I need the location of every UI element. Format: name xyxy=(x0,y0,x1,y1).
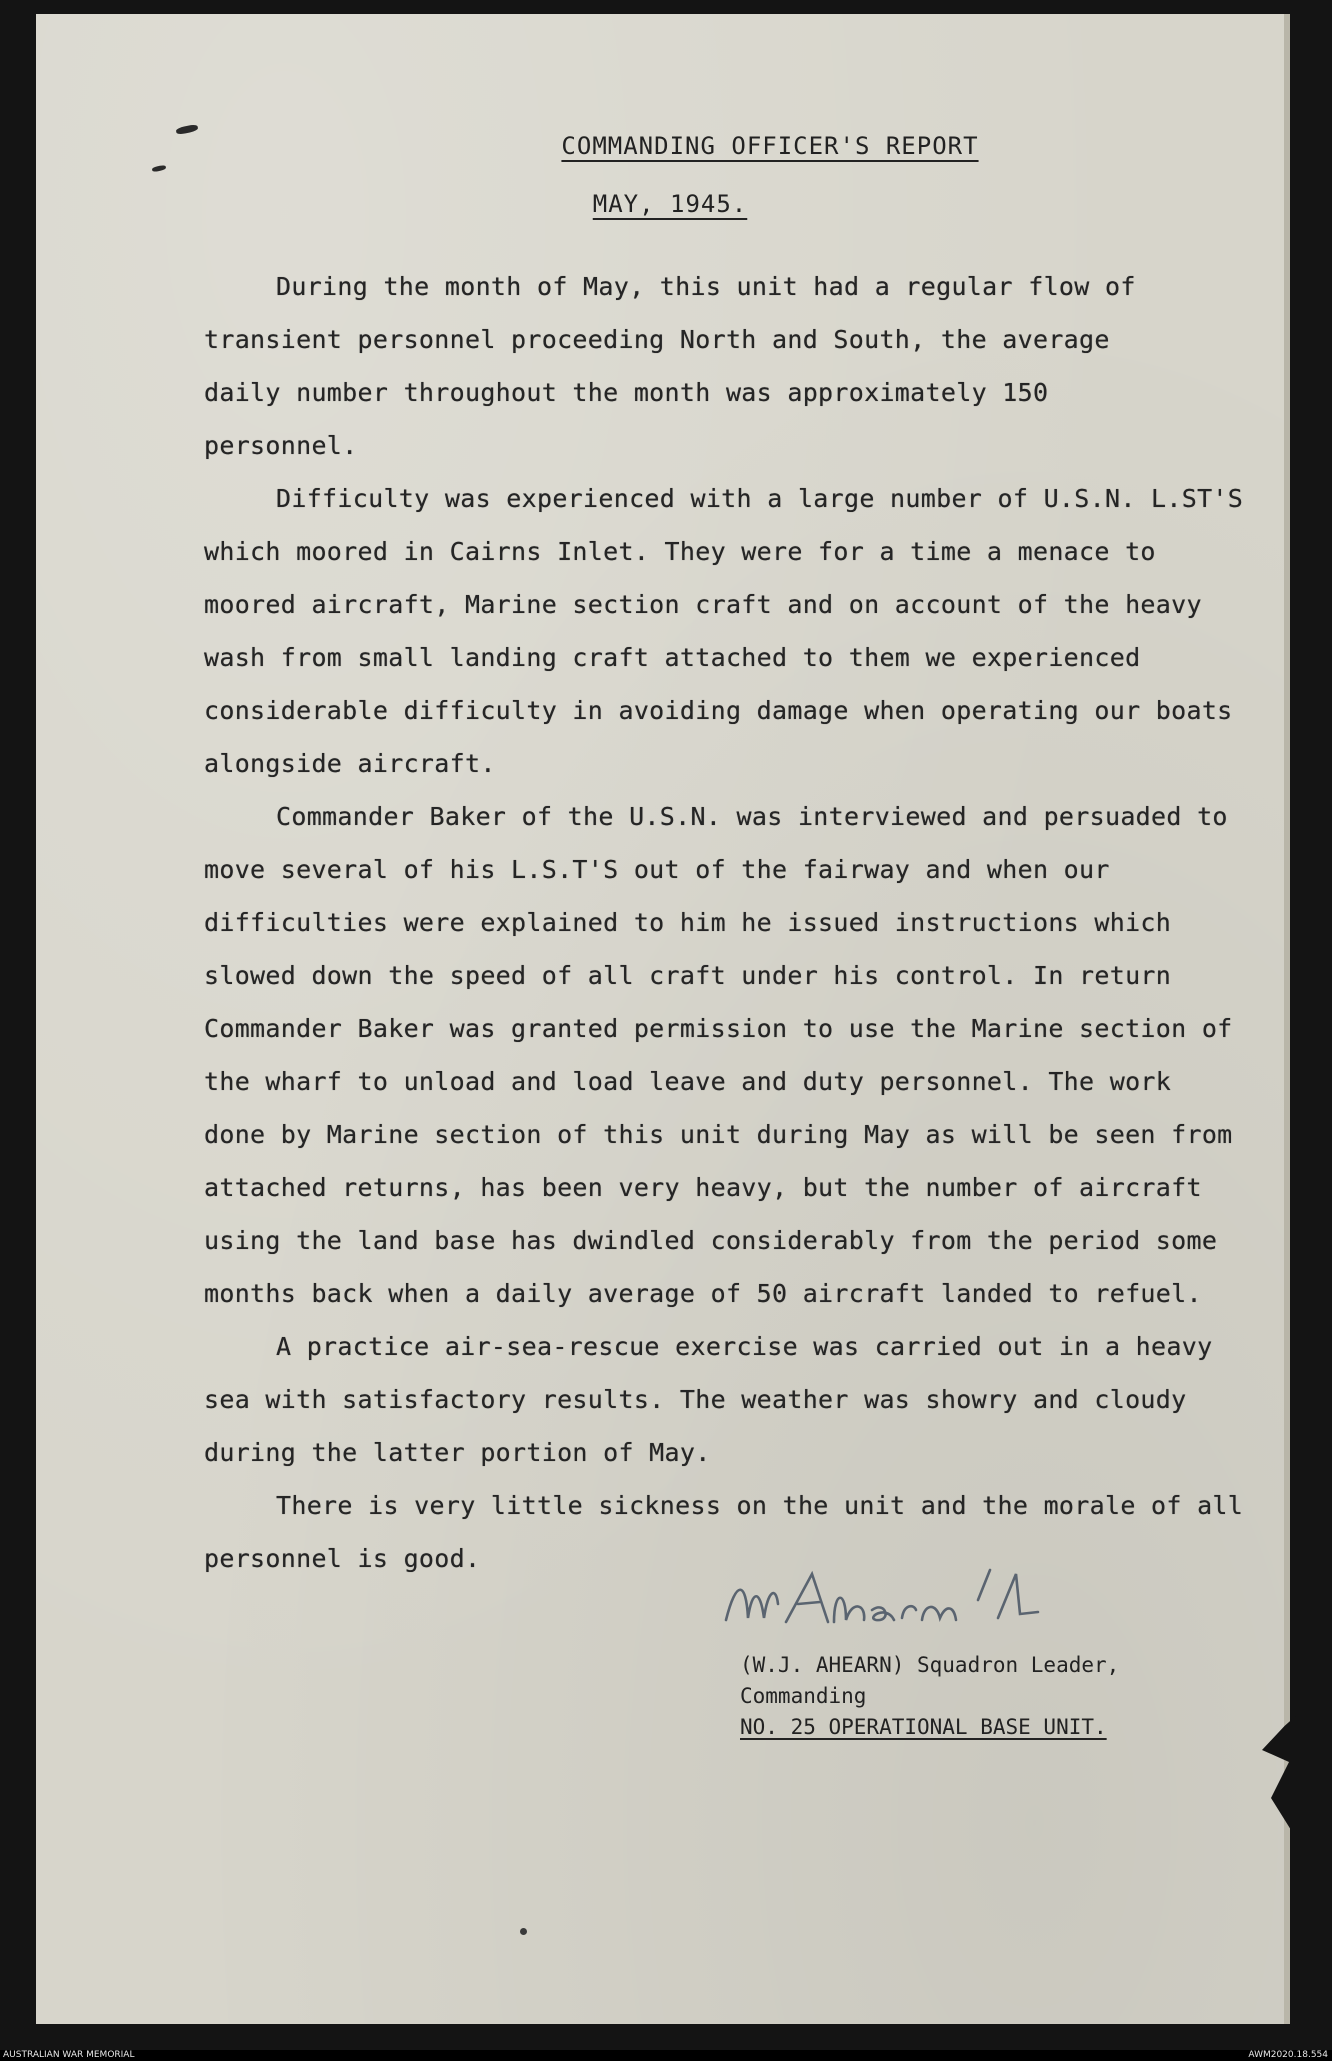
paragraph xyxy=(204,1320,1244,1479)
footer-archive-name: AUSTRALIAN WAR MEMORIAL xyxy=(3,2050,135,2060)
footer-bar xyxy=(0,2050,1332,2061)
report-date: MAY, 1945. xyxy=(592,190,748,218)
paragraph xyxy=(204,260,1244,472)
signatory-unit: NO. 25 OPERATIONAL BASE UNIT. xyxy=(740,1715,1107,1739)
signature-block xyxy=(740,1650,1119,1743)
punch-mark xyxy=(152,165,167,173)
footer-reference: AWM2020.18.554 xyxy=(1248,2050,1328,2060)
paragraph-text: There is very little sickness on the unit and the morale of all personnel is good. xyxy=(204,1491,1244,1573)
paragraph-text: Difficulty was experienced with a large number of U.S.N. L.ST'S which moored in Cairns Inlet. They were for a time a menace to moored aircraft, Marine section craft and on account of the heavy wash from small landing craft attached to them we experienced considerable difficulty in avoiding damage when operating our boats alongside aircraft. xyxy=(204,484,1244,778)
report-body xyxy=(204,260,1244,1585)
paragraph xyxy=(204,790,1244,1320)
handwritten-signature xyxy=(716,1560,1046,1650)
signatory-name: (W.J. AHEARN) Squadron Leader, xyxy=(740,1653,1120,1677)
report-title: COMMANDING OFFICER'S REPORT xyxy=(561,132,979,160)
signatory-role: Commanding xyxy=(740,1684,867,1708)
paragraph xyxy=(204,472,1244,790)
paragraph-text: A practice air-sea-rescue exercise was carried out in a heavy sea with satisfactory results. The weather was showry and cloudy during the latter portion of May. xyxy=(204,1332,1213,1467)
paragraph-text: During the month of May, this unit had a regular flow of transient personnel proceeding North and South, the average daily number throughout the month was approximately 150 personnel. xyxy=(204,272,1136,460)
torn-edge xyxy=(1244,1714,1332,1834)
paragraph-text: Commander Baker of the U.S.N. was interviewed and persuaded to move several of his L.S.T'S out of the fairway and when our difficulties were explained to him he issued instructions which slowed down the speed of all craft under his control. In return Commander Baker was granted permission to use the Marine section of the wharf to unload and load leave and duty personnel. The work done by Marine section of this unit during May as will be seen from attached returns, has been very heavy, but the number of aircraft using the land base has dwindled considerably from the period some months back when a daily average of 50 aircraft landed to refuel. xyxy=(204,802,1233,1308)
stray-mark xyxy=(520,1928,527,1935)
document-page xyxy=(36,14,1290,2024)
